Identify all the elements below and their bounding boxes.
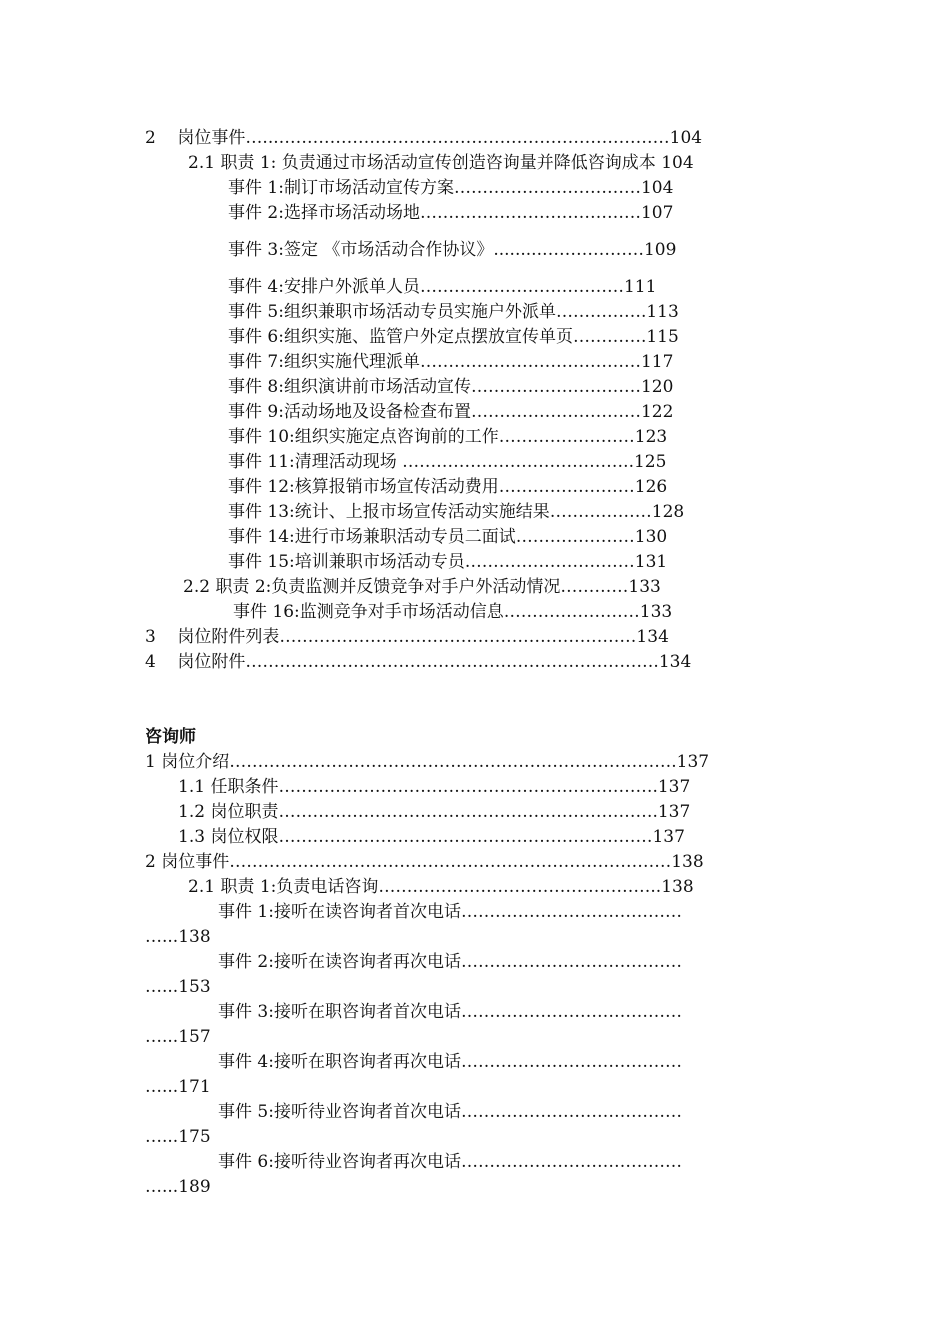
toc-line-2: 2 岗位事件…...……………………………………………………………104	[145, 128, 703, 148]
toc2-event-4-page: …...171	[145, 1077, 211, 1097]
toc2-event-6-page: …...189	[145, 1177, 211, 1197]
section-title: 咨询师	[145, 727, 196, 747]
toc2-event-1-page: …...138	[145, 927, 211, 947]
toc-event-1: 事件 1:制订市场活动宣传方案……………………………104	[228, 178, 674, 198]
toc2-event-3: 事件 3:接听在职咨询者首次电话…………………………………	[218, 1002, 682, 1022]
toc-event-9: 事件 9:活动场地及设备检查布置…………………………122	[228, 402, 674, 422]
toc2-line-1-2: 1.2 岗位职责………………………………………………………….137	[178, 802, 691, 822]
toc2-line-1-1: 1.1 任职条件………………………………………………………….137	[178, 777, 691, 797]
toc-event-16: 事件 16:监测竞争对手市场活动信息……………………133	[233, 602, 673, 622]
toc-event-6: 事件 6:组织实施、监管户外定点摆放宣传单页………….115	[228, 327, 679, 347]
toc2-event-6: 事件 6:接听待业咨询者再次电话…………………………………	[218, 1152, 682, 1172]
toc2-event-1: 事件 1:接听在读咨询者首次电话…………………………………	[218, 902, 682, 922]
toc2-event-2: 事件 2:接听在读咨询者再次电话…………………………………	[218, 952, 682, 972]
toc2-event-3-page: …...157	[145, 1027, 211, 1047]
toc-line-2-1: 2.1 职责 1: 负责通过市场活动宣传创造咨询量并降低咨询成本 104	[188, 153, 694, 173]
toc2-line-1-3: 1.3 岗位权限…………………………………………………………137	[178, 827, 685, 847]
toc2-line-1: 1 岗位介绍…………………………………………………………………….137	[145, 752, 710, 772]
toc-line-3: 3 岗位附件列表………………………………………………………134	[145, 627, 669, 647]
toc-event-5: 事件 5:组织兼职市场活动专员实施户外派单…………….113	[228, 302, 679, 322]
toc-event-8: 事件 8:组织演讲前市场活动宣传…………………………120	[228, 377, 674, 397]
toc2-event-5-page: …...175	[145, 1127, 211, 1147]
toc2-line-2: 2 岗位事件……………………………………………………………………138	[145, 852, 704, 872]
toc-event-11: 事件 11:清理活动现场 …………………………………..125	[228, 452, 667, 472]
toc2-event-5: 事件 5:接听待业咨询者首次电话…………………………………	[218, 1102, 682, 1122]
toc2-event-2-page: …...153	[145, 977, 211, 997]
toc-event-15: 事件 15:培训兼职市场活动专员…………………………131	[228, 552, 668, 572]
toc-event-3: 事件 3:签定 《市场活动合作协议》.........………………109	[228, 240, 677, 260]
toc-event-13: 事件 13:统计、上报市场宣传活动实施结果………………128	[228, 502, 685, 522]
toc-event-12: 事件 12:核算报销市场宣传活动费用……………………126	[228, 477, 668, 497]
toc-event-4: 事件 4:安排户外派单人员………………………………111	[228, 277, 657, 297]
toc2-line-2-1: 2.1 职责 1:负责电话咨询…………………………………………..138	[188, 877, 694, 897]
toc-event-7: 事件 7:组织实施代理派单…………………………………117	[228, 352, 674, 372]
toc2-event-4: 事件 4:接听在职咨询者再次电话…………………………………	[218, 1052, 682, 1072]
toc-event-14: 事件 14:进行市场兼职活动专员二面试…………………130	[228, 527, 668, 547]
toc-event-10: 事件 10:组织实施定点咨询前的工作……………………123	[228, 427, 668, 447]
toc-event-2: 事件 2:选择市场活动场地…………………………………107	[228, 203, 674, 223]
toc-line-2-2: 2.2 职责 2:负责监测并反馈竞争对手户外活动情况…………133	[183, 577, 661, 597]
toc-line-4: 4 岗位附件……………………………………………………………….134	[145, 652, 692, 672]
